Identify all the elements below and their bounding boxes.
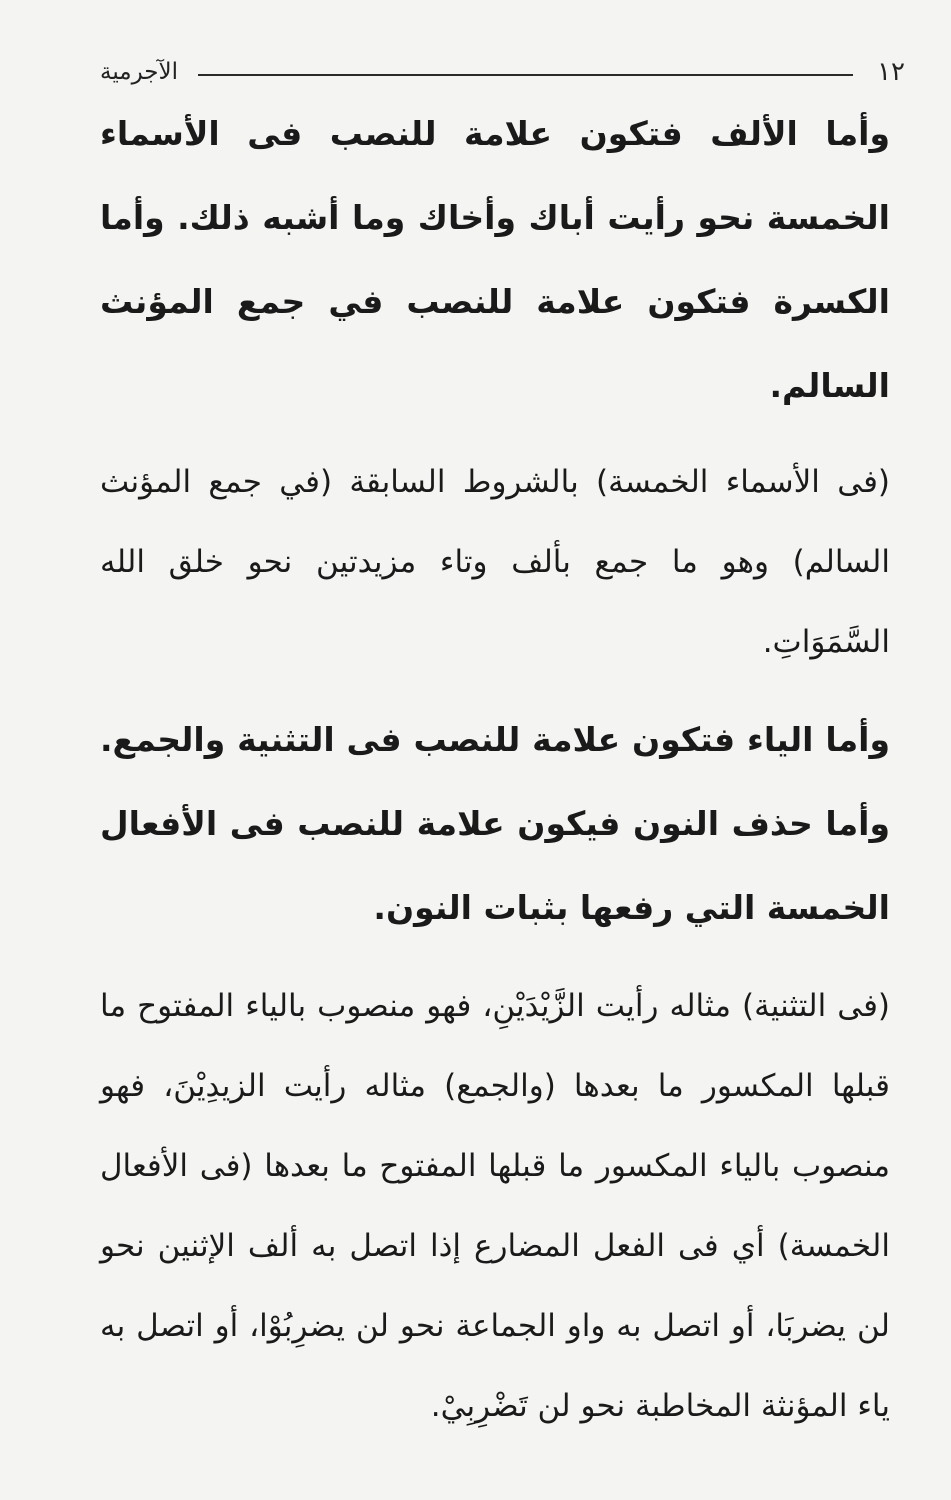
page-body	[100, 92, 890, 1446]
page-header	[100, 52, 905, 92]
commentary-paragraph: (فى الأسماء الخمسة) بالشروط السابقة (في جمع المؤنث السالم) وهو ما جمع بألف وتاء مزيدتين نحو خلق الله السَّمَوَاتِ.	[100, 464, 890, 660]
commentary-paragraph: (فى التثنية) مثاله رأيت الزَّيْدَيْنِ، فهو منصوب بالياء المفتوح ما قبلها المكسور ما بعدها (والجمع) مثاله رأيت الزيدِيْنَ، فهو منصوب بالياء المكسور ما قبلها المفتوح ما بعدها (فى الأفعال الخمسة) أي فى الفعل المضارع إذا اتصل به ألف الإثنين نحو لن يضربَا، أو اتصل به واو الجماعة نحو لن يضرِبُوْا، أو اتصل به ياء المؤنثة المخاطبة نحو لن تَضْرِبِيْ.	[100, 988, 890, 1424]
matn-paragraph: وأما الياء فتكون علامة للنصب فى التثنية والجمع. وأما حذف النون فيكون علامة للنصب فى الأفعال الخمسة التي رفعها بثبات النون.	[100, 720, 890, 927]
running-title: الآجرمية	[100, 59, 179, 85]
page-number: ١٢	[877, 57, 905, 87]
matn-paragraph: وأما الألف فتكون علامة للنصب فى الأسماء الخمسة نحو رأيت أباك وأخاك وما أشبه ذلك. وأما الكسرة فتكون علامة للنصب في جمع المؤنث السالم.	[100, 114, 890, 405]
header-rule	[198, 74, 853, 76]
